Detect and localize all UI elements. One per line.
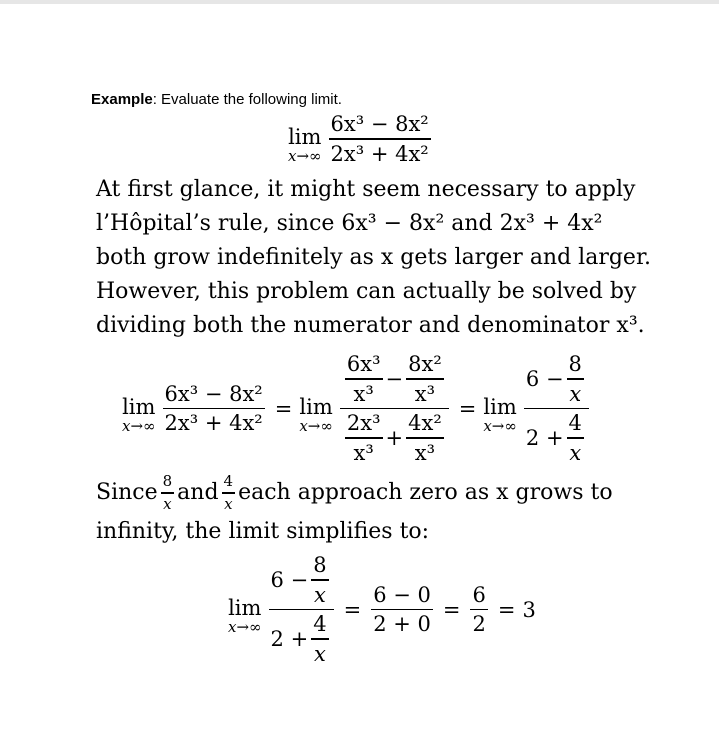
numerator: 4	[568, 411, 582, 436]
minus-sign: −	[290, 567, 309, 592]
numerator: 6x³ − 8x²	[330, 112, 429, 136]
fraction-bar	[340, 408, 449, 410]
minus-sign: −	[545, 366, 564, 391]
fraction	[311, 553, 328, 607]
equation-division-steps	[122, 352, 592, 465]
denominator: x	[163, 494, 172, 513]
numerator	[269, 553, 334, 607]
term: 2	[525, 426, 540, 451]
fraction-six-over-two	[470, 583, 487, 637]
fraction	[311, 612, 328, 666]
fraction	[345, 411, 383, 465]
lim-word: lim	[288, 124, 322, 149]
denominator: 2x³ + 4x²	[330, 141, 429, 166]
lim-word: lim	[299, 394, 333, 419]
numerator	[524, 352, 589, 406]
paragraph-line: both grow indefinitely as x gets larger and larger.	[96, 245, 652, 270]
fraction-substituted	[371, 583, 433, 637]
equation-limit-statement	[288, 112, 434, 166]
numerator: 2x³	[346, 411, 381, 436]
term: 2	[270, 627, 284, 652]
denominator: x	[224, 494, 233, 513]
fraction-four-over-x	[222, 473, 236, 513]
paragraph-line: At first glance, it might seem necessary to apply	[96, 177, 636, 202]
fraction-bar	[311, 579, 328, 581]
numerator: 6x³ − 8x²	[164, 381, 263, 406]
fraction-simplified	[524, 352, 589, 465]
text: each approach zero as x grows to	[238, 480, 613, 505]
paragraph-explanation	[96, 173, 696, 343]
text: and	[177, 480, 219, 505]
denominator: x³	[353, 381, 374, 406]
limit-operator	[483, 396, 517, 434]
fraction-bar	[371, 609, 433, 611]
lim-subscript: x→∞	[483, 416, 517, 435]
paragraph-line: However, this problem can actually be solved by	[96, 279, 637, 304]
numerator: 6	[472, 582, 486, 607]
numerator: 4	[223, 472, 234, 490]
fraction	[345, 352, 383, 406]
fraction-bar	[567, 378, 584, 380]
fraction-bar	[329, 138, 431, 140]
paragraph-line	[96, 473, 696, 513]
lim-word: lim	[228, 595, 262, 620]
equals-sign: =	[497, 597, 516, 622]
numerator: 6 − 0	[373, 582, 431, 607]
paragraph-line: infinity, the limit simplifies to:	[96, 519, 430, 544]
equals-sign: =	[442, 597, 461, 622]
equals-sign: =	[343, 597, 362, 622]
paragraph-conclusion	[96, 473, 696, 549]
denominator: x	[569, 440, 582, 465]
numerator: 4x²	[408, 411, 442, 436]
limit-operator	[122, 396, 156, 434]
fraction-bar	[311, 638, 328, 640]
example-instruction: : Evaluate the following limit.	[152, 91, 342, 108]
fraction-bar	[222, 492, 236, 494]
numerator: 6x³	[346, 352, 381, 376]
fraction	[567, 352, 584, 406]
paragraph-line: l’Hôpital’s rule, since 6x³ − 8x² and 2x³ + 4x²	[96, 211, 603, 236]
text: Since	[96, 480, 158, 505]
denominator: 2	[472, 612, 486, 637]
fraction-original	[163, 382, 265, 436]
fraction-eight-over-x	[161, 473, 175, 513]
equals-sign: =	[458, 396, 477, 421]
example-heading	[91, 91, 342, 108]
fraction-bar	[406, 378, 444, 380]
plus-sign: +	[545, 426, 564, 451]
fraction	[406, 352, 444, 406]
plus-sign: +	[290, 627, 309, 652]
denominator	[269, 612, 334, 666]
denominator: 2 + 0	[373, 612, 431, 637]
fraction-bar	[163, 408, 265, 410]
lim-word: lim	[483, 394, 517, 419]
fraction-bar	[567, 437, 584, 439]
fraction-divided	[340, 352, 449, 465]
lim-subscript: x→∞	[288, 146, 322, 165]
denominator: x	[313, 641, 326, 666]
equals-sign: =	[274, 396, 293, 421]
numerator: 4	[313, 612, 327, 637]
term: 6	[525, 366, 540, 391]
numerator: 8	[162, 472, 173, 490]
fraction-bar	[470, 609, 487, 611]
fraction-bar	[524, 408, 589, 410]
fraction-simplified	[269, 553, 334, 666]
fraction-bar	[345, 437, 383, 439]
lim-word: lim	[122, 394, 156, 419]
limit-operator	[299, 396, 333, 434]
denominator: 2x³ + 4x²	[164, 411, 263, 436]
minus-sign: −	[385, 366, 404, 391]
lim-subscript: x→∞	[299, 416, 333, 435]
denominator: x	[569, 381, 582, 406]
paragraph-line: dividing both the numerator and denominator x³.	[96, 313, 645, 338]
fraction	[406, 411, 444, 465]
numerator: 8	[313, 553, 327, 577]
lim-subscript: x→∞	[122, 416, 156, 435]
numerator: 8	[568, 352, 582, 376]
top-border	[0, 0, 719, 4]
fraction-bar	[406, 437, 444, 439]
denominator	[524, 411, 589, 465]
denominator	[340, 411, 449, 465]
denominator: x³	[414, 381, 436, 406]
denominator: x³	[353, 440, 374, 465]
fraction-main	[329, 112, 431, 166]
denominator: x³	[414, 440, 436, 465]
limit-operator	[228, 597, 262, 635]
numerator: 8x²	[408, 352, 442, 376]
numerator	[340, 352, 449, 406]
denominator: x	[313, 582, 326, 607]
fraction-bar	[269, 609, 334, 611]
fraction	[567, 411, 584, 465]
example-label: Example	[91, 91, 153, 108]
fraction-bar	[161, 492, 175, 494]
limit-operator	[288, 126, 322, 164]
lim-subscript: x→∞	[228, 617, 262, 636]
fraction-bar	[345, 378, 383, 380]
equation-final-result	[228, 553, 536, 666]
plus-sign: +	[385, 426, 404, 451]
term: 6	[270, 567, 284, 592]
result-value: 3	[522, 597, 536, 622]
